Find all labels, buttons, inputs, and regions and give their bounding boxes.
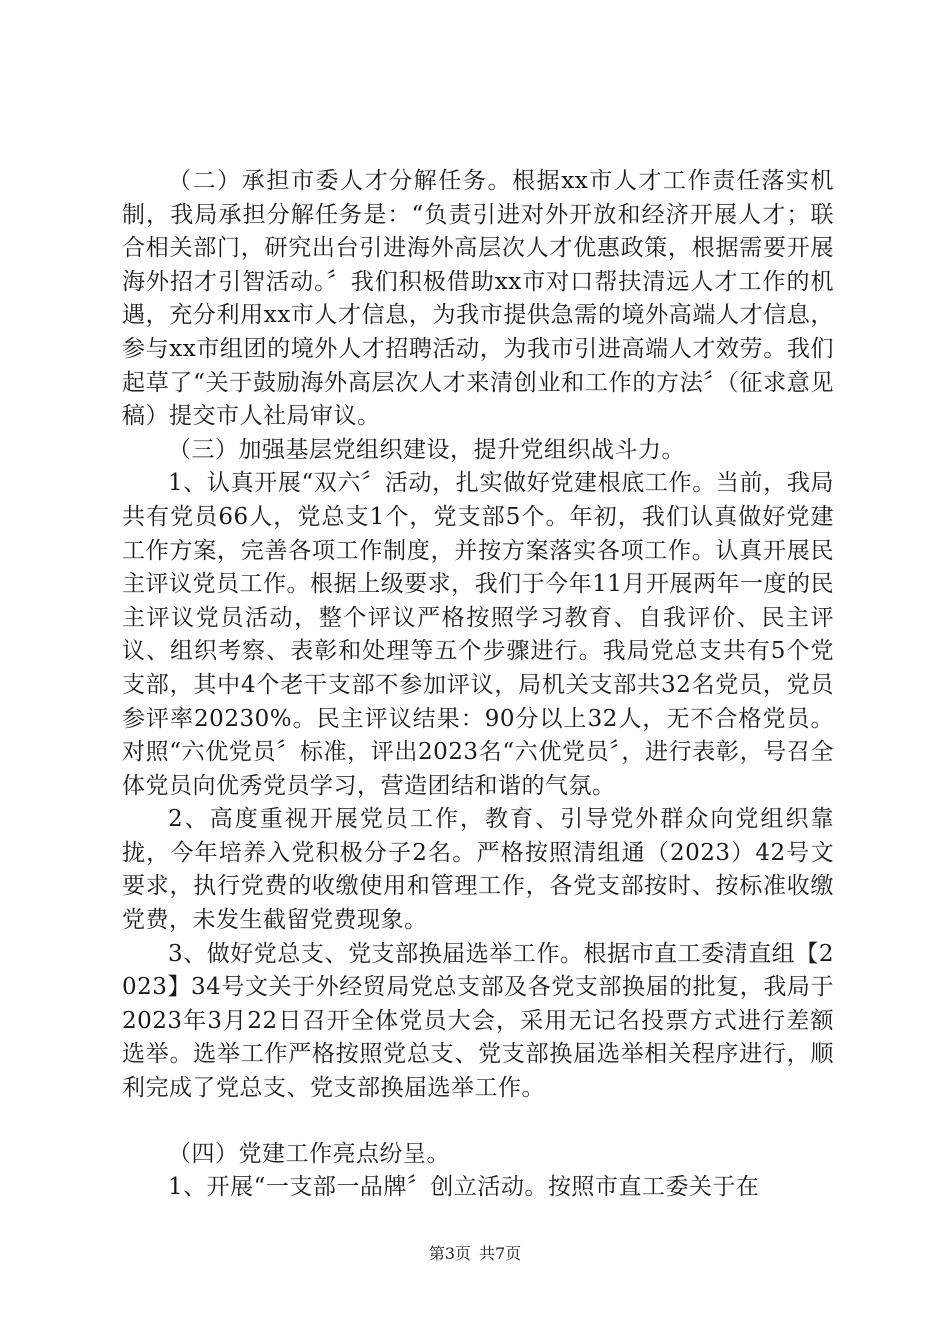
paragraph-talent-task: （二）承担市委人才分解任务。根据xx市人才工作责任落实机制，我局承担分解任务是：“负责引进对外开放和经济开展人才；联合相关部门，研究出台引进海外高层次人才优惠政策，根据需要开展海外招才引智活动。〞我们积极借助xx市对口帮扶清远人才工作的机遇，充分利用xx市人才信息，为我市提供急需的境外高端人才信息，参与xx市组团的境外人才招聘活动，为我市引进高端人才效劳。我们起草了“关于鼓励海外高层次人才来清创业和工作的方法〞（征求意见稿）提交市人社局审议。 [122,168,834,430]
paragraph-double-six: 1、认真开展“双六〞活动，扎实做好党建根底工作。当前，我局共有党员66人，党总支1个，党支部5个。年初，我们认真做好党建工作方案，完善各项工作制度，并按方案落实各项工作。认真开展民主评议党员工作。根据上级要求，我们于今年11月开展两年一度的民主评议党员活动，整个评议严格按照学习教育、自我评价、民主评议、组织考察、表彰和处理等五个步骤进行。我局党总支共有5个党支部，其中4个老干支部不参加评议，局机关支部共32名党员，党员参评率20230%。民主评议结果：90分以上32人，无不合格党员。对照“六优党员〞标准，评出2023名“六优党员〞，进行表彰，号召全体党员向优秀党员学习，营造团结和谐的气氛。 [122,470,834,799]
page-number: 第3页 [428,1244,471,1263]
paragraph-spacer [122,1106,834,1138]
paragraph-one-branch-one-brand: 1、开展“一支部一品牌〞创立活动。按照市直工委关于在 [168,1174,760,1201]
document-body [122,165,834,1205]
paragraph-election: 3、做好党总支、党支部换届选举工作。根据市直工委清直组【2023】34号文关于外经贸局党总支部及各党支部换届的批复，我局于2023年3月22日召开全体党员大会，采用无记名投票方式进行差额选举。选举工作严格按照党总支、党支部换届选举相关程序进行，顺利完成了党总支、党支部换届选举工作。 [122,940,834,1102]
page-footer [0,1244,950,1264]
page-total: 共7页 [479,1244,522,1263]
paragraph-party-members: 2、高度重视开展党员工作，教育、引导党外群众向党组织靠拢，今年培养入党积极分子2名。严格按照清组通（2023）42号文要求，执行党费的收缴使用和管理工作，各党支部按时、按标准收缴党费，未发生截留党费现象。 [122,806,834,934]
paragraph-highlights-heading: （四）党建工作亮点纷呈。 [168,1140,450,1167]
paragraph-party-org-heading: （三）加强基层党组织建设，提升党组织战斗力。 [168,436,685,463]
